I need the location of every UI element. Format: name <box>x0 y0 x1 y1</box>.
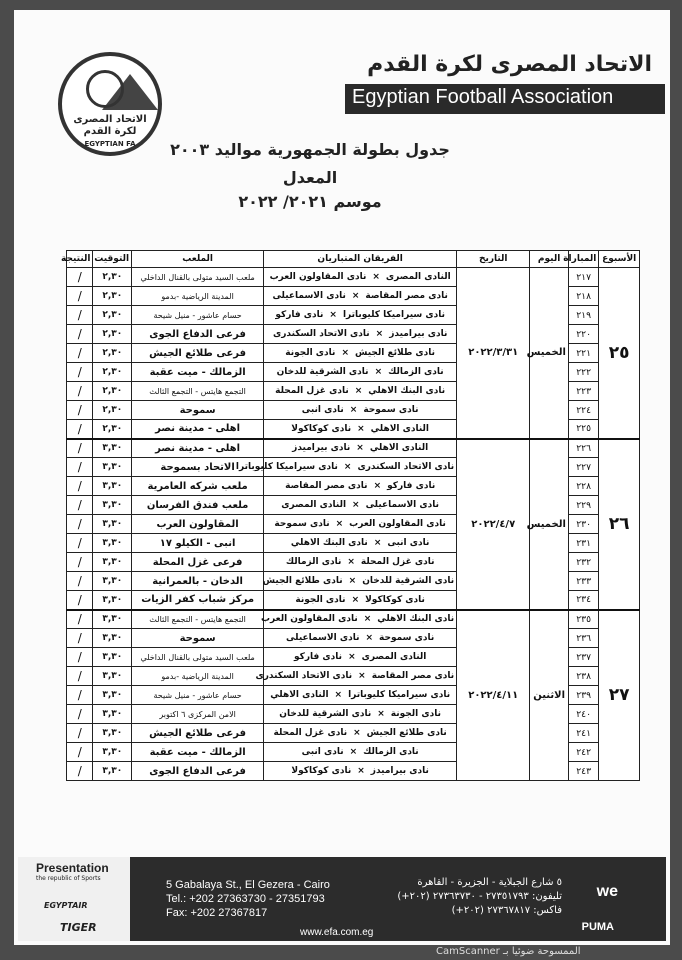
match-teams <box>264 477 457 496</box>
vs-mark: × <box>343 462 352 472</box>
match-teams <box>264 629 457 648</box>
team-home: النادى المصرى <box>361 652 427 662</box>
match-number: ٢٢٤ <box>568 401 598 420</box>
match-venue: ملعب السيد متولى بالقنال الداخلي <box>132 268 264 287</box>
vs-mark: × <box>349 405 358 415</box>
vs-mark: × <box>351 594 360 605</box>
team-home: نادى سيراميكا كليوباترا <box>342 310 445 320</box>
team-away: نادى البنك الاهلي <box>290 538 368 548</box>
team-home: نادى بيراميدز <box>370 766 429 776</box>
table-row <box>67 268 640 287</box>
team-home: نادى البنك الاهلي <box>368 386 446 396</box>
team-away: نادى الزمالك <box>285 557 342 567</box>
match-result: / <box>67 724 93 743</box>
match-number: ٢٣٨ <box>568 667 598 686</box>
vs-mark: × <box>373 481 382 491</box>
team-away: نادى المقاولون العرب <box>260 614 358 625</box>
team-home: نادى الاسماعيلى <box>365 500 439 510</box>
football-icon <box>86 70 124 108</box>
vs-mark: × <box>365 633 374 643</box>
header-english: Egyptian Football Association <box>352 86 614 108</box>
team-away: النادى المصرى <box>281 500 347 510</box>
doc-season: موسم ٢٠٢١/ ٢٠٢٢ <box>238 192 382 211</box>
logo-text-1: الاتحاد المصرى <box>73 114 147 125</box>
address-en: 5 Gabalaya St., El Gezera - Cairo <box>166 879 330 891</box>
match-time: ٣,٣٠ <box>93 458 132 477</box>
match-venue: الدخان - بالعمرانية <box>132 572 264 591</box>
team-away: نادى سموحة <box>274 519 330 529</box>
match-teams <box>264 306 457 325</box>
team-home: نادى انبى <box>387 538 430 548</box>
match-result: / <box>67 363 93 382</box>
match-time: ٣,٣٠ <box>93 648 132 667</box>
match-venue: فرعى غزل المحلة <box>132 553 264 572</box>
vs-mark: × <box>347 557 355 567</box>
match-result: / <box>67 629 93 648</box>
col-date: التاريخ <box>457 251 530 268</box>
match-time: ٣,٣٠ <box>93 686 132 705</box>
match-result: / <box>67 306 93 325</box>
match-venue: اهلى - مدينة نصر <box>132 420 264 439</box>
vs-mark: × <box>363 614 372 625</box>
col-day: اليوم <box>530 251 569 268</box>
match-number: ٢٢٧ <box>568 458 598 477</box>
team-away: نادى سيراميكا كليوباترا <box>235 462 338 472</box>
match-teams <box>235 458 457 477</box>
match-result: / <box>67 534 93 553</box>
team-away: نادى انبى <box>301 405 344 415</box>
team-away: نادى انبى <box>301 747 344 757</box>
team-away: نادى الاسماعيلى <box>286 633 360 643</box>
logo-text-en: EGYPTIAN FA <box>84 140 136 148</box>
match-time: ٢,٣٠ <box>93 344 132 363</box>
team-home: نادى فاركو <box>387 481 436 491</box>
team-home: نادى الجونة <box>390 709 441 719</box>
match-result: / <box>67 439 93 458</box>
match-venue: المقاولون العرب <box>132 515 264 534</box>
match-time: ٢,٣٠ <box>93 306 132 325</box>
match-time: ٣,٣٠ <box>93 724 132 743</box>
sponsor-presentation-sub: the republic of Sports <box>36 875 101 882</box>
match-date: ٢٠٢٢/٤/١١ <box>457 610 530 781</box>
match-number: ٢٢٦ <box>568 439 598 458</box>
match-number: ٢٣٥ <box>568 610 598 629</box>
match-venue: انبى - الكيلو ١٧ <box>132 534 264 553</box>
match-venue: سموحة <box>132 401 264 420</box>
match-day: الاثنين <box>530 610 569 781</box>
team-away: نادى الشرقية للدخان <box>276 367 369 377</box>
footer <box>18 857 666 941</box>
match-result: / <box>67 515 93 534</box>
match-result: / <box>67 667 93 686</box>
team-away: نادى الجونة <box>295 594 346 605</box>
team-home: النادى الاهلي <box>369 443 429 454</box>
team-away: نادى غزل المحلة <box>275 386 349 396</box>
match-result: / <box>67 325 93 344</box>
vs-mark: × <box>351 291 360 301</box>
match-time: ٣,٣٠ <box>93 667 132 686</box>
match-time: ٣,٣٠ <box>93 572 132 591</box>
match-time: ٣,٣٠ <box>93 439 132 458</box>
match-teams <box>264 553 457 572</box>
match-venue: مركز شباب كفر الزيات <box>132 591 264 610</box>
team-away: نادى فاركو <box>293 652 343 662</box>
match-venue: ملعب السيد متولى بالقنال الداخلي <box>132 648 264 667</box>
team-home: نادى بيراميدز <box>389 329 448 339</box>
match-teams <box>264 496 457 515</box>
match-venue: الزمالك - ميت عقبة <box>132 743 264 762</box>
efa-logo <box>58 52 162 156</box>
col-teams: الفريقان المتباريان <box>264 251 457 268</box>
team-home: نادى الزمالك <box>388 367 444 377</box>
team-home: نادى غزل المحلة <box>360 557 435 567</box>
match-result: / <box>67 686 93 705</box>
match-time: ٣,٣٠ <box>93 591 132 610</box>
vs-mark: × <box>348 652 356 662</box>
match-time: ٢,٣٠ <box>93 287 132 306</box>
table-row <box>67 439 640 458</box>
match-result: / <box>67 610 93 629</box>
match-teams <box>264 762 457 781</box>
team-away: نادى كوكاكولا <box>291 423 352 434</box>
match-venue: فرعى الدفاع الجوى <box>132 762 264 781</box>
col-result: النتيجة <box>67 251 93 268</box>
match-teams <box>264 287 457 306</box>
match-venue: التجمع هايتس - التجمع الثالث <box>132 382 264 401</box>
team-home: نادى طلائع الجيش <box>354 348 436 358</box>
match-teams <box>264 420 457 439</box>
team-away: نادى الشرقية للدخان <box>279 709 372 719</box>
match-number: ٢٢٠ <box>568 325 598 344</box>
team-away: نادى الاسماعيلى <box>272 291 346 301</box>
match-number: ٢٣٧ <box>568 648 598 667</box>
match-number: ٢٢١ <box>568 344 598 363</box>
table-row <box>67 610 640 629</box>
match-number: ٢٣٩ <box>568 686 598 705</box>
table-header-row <box>67 251 640 268</box>
match-teams <box>260 610 457 629</box>
match-date: ٢٠٢٢/٤/٧ <box>457 439 530 610</box>
col-week: الأسبوع <box>599 251 640 268</box>
team-away: نادى غزل المحلة <box>273 728 348 738</box>
match-venue: الامن المركزى ٦ اكتوبر <box>132 705 264 724</box>
match-time: ٣,٣٠ <box>93 629 132 648</box>
vs-mark: × <box>353 728 361 738</box>
match-venue: الاتحاد بسموحة <box>132 458 264 477</box>
match-result: / <box>67 572 93 591</box>
match-number: ٢٣١ <box>568 534 598 553</box>
match-day: الخميس <box>530 268 569 439</box>
team-away: نادى الجونة <box>285 348 336 358</box>
match-teams <box>264 268 457 287</box>
match-teams <box>264 534 457 553</box>
match-time: ٣,٣٠ <box>93 477 132 496</box>
week-number: ٢٦ <box>599 439 640 610</box>
match-time: ٢,٣٠ <box>93 363 132 382</box>
team-away: نادى مصر المقاصة <box>285 481 368 491</box>
match-number: ٢٣٢ <box>568 553 598 572</box>
match-venue: فرعى طلائع الجيش <box>132 344 264 363</box>
address-ar: ٥ شارع الجبلاية - الجزيرة - القاهرة <box>417 877 562 888</box>
team-home: نادى الشرقية للدخان <box>362 576 455 586</box>
vs-mark: × <box>358 671 366 681</box>
match-result: / <box>67 553 93 572</box>
team-home: نادى مصر المقاصة <box>365 291 448 301</box>
match-number: ٢٣٠ <box>568 515 598 534</box>
match-number: ٢٤١ <box>568 724 598 743</box>
match-venue: فرعى طلائع الجيش <box>132 724 264 743</box>
vs-mark: × <box>349 747 358 757</box>
sponsor-egyptair: EGYPTAIR <box>44 901 88 910</box>
team-home: نادى البنك الاهلي <box>377 614 455 625</box>
match-venue: فرعى الدفاع الجوى <box>132 325 264 344</box>
sponsor-tiger: TIGER <box>60 921 97 934</box>
match-venue: ملعب فندق الفرسان <box>132 496 264 515</box>
vs-mark: × <box>375 329 384 339</box>
match-result: / <box>67 268 93 287</box>
match-day: الخميس <box>530 439 569 610</box>
vs-mark: × <box>348 576 357 586</box>
website-link[interactable]: www.efa.com.eg <box>300 927 374 938</box>
team-home: نادى سموحة <box>379 633 435 643</box>
tel-ar: تليفون: ٢٧٣٥١٧٩٣ - ٢٧٣٦٣٧٣٠ (٢٠٢+) <box>397 891 562 902</box>
sponsor-panel <box>18 857 130 941</box>
vs-mark: × <box>377 709 385 719</box>
team-home: نادى مصر المقاصة <box>371 671 455 681</box>
match-result: / <box>67 705 93 724</box>
match-teams <box>264 439 457 458</box>
table-body <box>67 268 640 781</box>
match-number: ٢١٨ <box>568 287 598 306</box>
match-teams <box>264 382 457 401</box>
match-number: ٢٤٣ <box>568 762 598 781</box>
match-time: ٣,٣٠ <box>93 515 132 534</box>
match-venue: التجمع هايتس - التجمع الثالث <box>132 610 264 629</box>
match-time: ٣,٣٠ <box>93 610 132 629</box>
vs-mark: × <box>373 538 382 548</box>
match-teams <box>264 648 457 667</box>
sponsor-presentation: Presentation <box>36 861 109 875</box>
match-date: ٢٠٢٢/٣/٣١ <box>457 268 530 439</box>
tel-en: Tel.: +202 27363730 - 27351793 <box>166 893 325 905</box>
header-arabic: الاتحاد المصرى لكرة القدم <box>367 52 652 77</box>
match-teams <box>264 515 457 534</box>
match-time: ٢,٣٠ <box>93 420 132 439</box>
vs-mark: × <box>356 443 364 454</box>
match-number: ٢٢٣ <box>568 382 598 401</box>
team-home: نادى الزمالك <box>363 747 419 757</box>
match-result: / <box>67 648 93 667</box>
match-result: / <box>67 496 93 515</box>
match-result: / <box>67 762 93 781</box>
match-time: ٢,٣٠ <box>93 401 132 420</box>
doc-subtitle: المعدل <box>282 168 338 187</box>
match-result: / <box>67 591 93 610</box>
col-match: المباراة <box>568 251 598 268</box>
match-result: / <box>67 287 93 306</box>
match-time: ٣,٣٠ <box>93 705 132 724</box>
team-home: نادى طلائع الجيش <box>366 728 447 738</box>
camscanner-watermark: الممسوحة ضوئيا بـ CamScanner <box>436 946 581 957</box>
match-venue: حسام عاشور - منيل شيحة <box>132 686 264 705</box>
match-result: / <box>67 382 93 401</box>
match-result: / <box>67 344 93 363</box>
team-away: النادى الاهلي <box>270 690 329 700</box>
match-number: ٢٤٢ <box>568 743 598 762</box>
match-number: ٢٣٤ <box>568 591 598 610</box>
vs-mark: × <box>352 500 360 510</box>
vs-mark: × <box>334 690 343 700</box>
team-away: نادى كوكاكولا <box>291 766 352 776</box>
team-away: نادى الاتحاد السكندرى <box>272 329 370 339</box>
week-number: ٢٥ <box>599 268 640 439</box>
team-home: نادى سيراميكا كليوباترا <box>348 690 451 700</box>
match-number: ٢٤٠ <box>568 705 598 724</box>
match-time: ٣,٣٠ <box>93 534 132 553</box>
match-venue: الزمالك - ميت عقبة <box>132 363 264 382</box>
match-time: ٣,٣٠ <box>93 762 132 781</box>
match-result: / <box>67 458 93 477</box>
vs-mark: × <box>354 386 363 396</box>
sponsor-we: we <box>596 883 618 900</box>
match-number: ٢٢٥ <box>568 420 598 439</box>
match-venue: اهلى - مدينة نصر <box>132 439 264 458</box>
vs-mark: × <box>335 519 344 529</box>
vs-mark: × <box>341 348 349 358</box>
team-away: نادى طلائع الجيش <box>262 576 343 586</box>
match-time: ٢,٣٠ <box>93 325 132 344</box>
match-time: ٣,٣٠ <box>93 496 132 515</box>
fax-ar: فاكس: ٢٧٣٦٧٨١٧ (٢٠٢+) <box>451 905 562 916</box>
match-result: / <box>67 401 93 420</box>
col-time: التوقيت <box>93 251 132 268</box>
fax-en: Fax: +202 27367817 <box>166 907 268 919</box>
team-away: نادى المقاولون العرب <box>269 272 367 282</box>
match-venue: حسام عاشور - منيل شيحة <box>132 306 264 325</box>
team-home: نادى سموحة <box>363 405 419 415</box>
sponsor-puma: PUMA <box>581 921 614 933</box>
vs-mark: × <box>372 272 380 282</box>
match-time: ٢,٣٠ <box>93 382 132 401</box>
match-teams <box>264 325 457 344</box>
vs-mark: × <box>357 423 365 434</box>
match-number: ٢٢٨ <box>568 477 598 496</box>
match-teams <box>264 591 457 610</box>
match-number: ٢٣٣ <box>568 572 598 591</box>
team-away: نادى الاتحاد السكندرى <box>255 671 353 681</box>
match-number: ٢١٧ <box>568 268 598 287</box>
match-time: ٣,٣٠ <box>93 743 132 762</box>
match-result: / <box>67 743 93 762</box>
match-number: ٢٣٦ <box>568 629 598 648</box>
match-result: / <box>67 477 93 496</box>
match-venue: المدينة الرياضية -بدمو <box>132 667 264 686</box>
match-teams <box>264 724 457 743</box>
match-time: ٣,٣٠ <box>93 553 132 572</box>
col-venue: الملعب <box>132 251 264 268</box>
team-home: نادى المقاولون العرب <box>349 519 446 529</box>
match-number: ٢٢٩ <box>568 496 598 515</box>
match-teams <box>255 667 457 686</box>
team-home: النادى المصرى <box>385 272 451 282</box>
match-teams <box>264 705 457 724</box>
match-venue: ملعب شركه العامرية <box>132 477 264 496</box>
match-venue: سموحة <box>132 629 264 648</box>
match-teams <box>264 572 457 591</box>
team-away: نادى فاركو <box>275 310 324 320</box>
team-away: نادى بيراميدز <box>292 443 351 454</box>
match-time: ٢,٣٠ <box>93 268 132 287</box>
match-number: ٢٢٢ <box>568 363 598 382</box>
match-teams <box>264 686 457 705</box>
week-number: ٢٧ <box>599 610 640 781</box>
doc-title: جدول بطولة الجمهورية مواليد ٢٠٠٣ <box>170 140 450 159</box>
team-home: نادى الاتحاد السكندرى <box>357 462 455 472</box>
match-number: ٢١٩ <box>568 306 598 325</box>
team-home: النادى الاهلي <box>370 423 429 434</box>
team-home: نادى كوكاكولا <box>365 594 425 605</box>
match-teams <box>264 344 457 363</box>
match-teams <box>264 743 457 762</box>
vs-mark: × <box>329 310 337 320</box>
vs-mark: × <box>357 766 365 776</box>
fixtures-table <box>61 250 640 781</box>
match-teams <box>264 363 457 382</box>
logo-text-2: لكرة القدم <box>83 126 137 137</box>
match-venue: المدينة الرياضية -بدمو <box>132 287 264 306</box>
match-result: / <box>67 420 93 439</box>
match-teams <box>264 401 457 420</box>
vs-mark: × <box>374 367 383 377</box>
